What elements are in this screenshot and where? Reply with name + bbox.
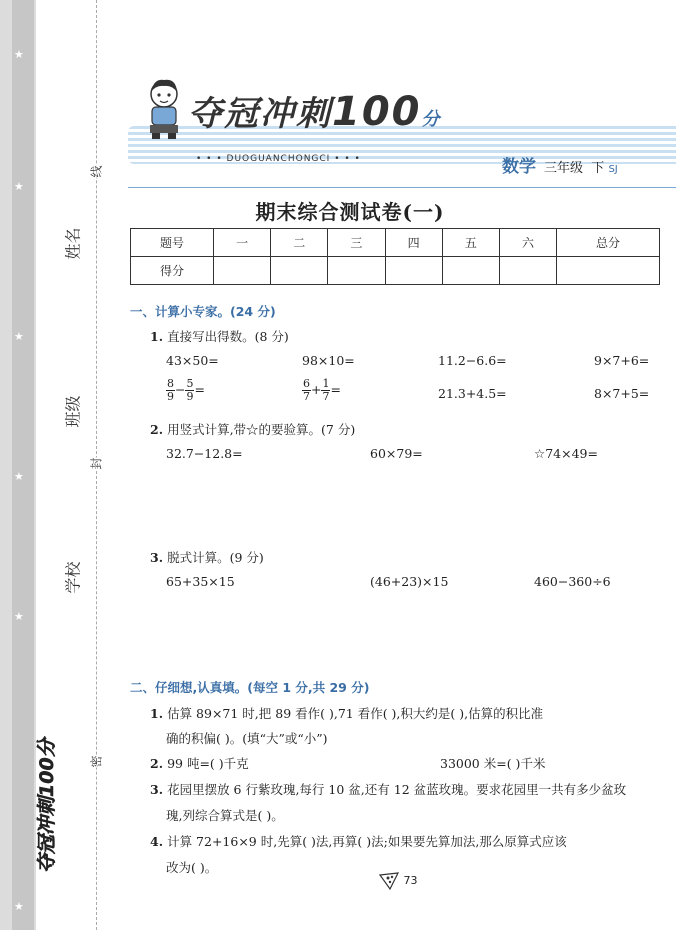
score-input-cell[interactable] <box>442 257 499 285</box>
question-2-1 <box>150 704 543 722</box>
score-table <box>130 228 660 285</box>
section-2-title: 二、仔细想,认真填。(每空 1 分,共 29 分) <box>130 680 370 695</box>
oral-item: 21.3+4.5= <box>438 386 507 401</box>
question-2-3-line2: 瑰,列综合算式是( )。 <box>166 808 284 823</box>
score-input-cell[interactable] <box>214 257 271 285</box>
question-2-2-part2: 33000 米=( )千米 <box>440 756 546 771</box>
denominator: 9 <box>167 390 174 403</box>
table-cell: 得分 <box>131 257 214 285</box>
question-number: 3. <box>150 550 164 565</box>
exam-title: 期末综合测试卷(一) <box>255 200 445 224</box>
question-text: 用竖式计算,带☆的要验算。(7 分) <box>167 422 356 437</box>
score-input-cell[interactable] <box>385 257 442 285</box>
table-cell: 三 <box>328 229 385 257</box>
oral-item: 98×10= <box>302 353 355 368</box>
grade-label: 三年级 <box>544 161 584 176</box>
grade-info <box>502 152 618 177</box>
term-label: 下 <box>591 161 605 176</box>
denominator: 9 <box>186 390 194 403</box>
denominator: 7 <box>322 390 330 403</box>
stepwise-calc-item: 65+35×15 <box>166 574 235 589</box>
fraction-item <box>166 378 205 403</box>
question-1-2 <box>150 420 355 438</box>
oral-item: 11.2−6.6= <box>438 353 507 368</box>
page-number: 73 <box>403 874 418 887</box>
school-label: 学校 <box>63 561 83 594</box>
question-number: 4. <box>150 834 164 849</box>
fraction <box>302 378 311 403</box>
question-text: 直接写出得数。(8 分) <box>167 329 289 344</box>
table-row <box>131 257 660 285</box>
table-cell: 总分 <box>557 229 660 257</box>
question-2-2 <box>150 754 249 772</box>
question-text: 99 吨=( )千克 <box>167 756 249 771</box>
name-label: 姓名 <box>63 227 83 260</box>
pizza-icon <box>378 872 400 890</box>
page-footer <box>378 872 418 890</box>
table-cell: 一 <box>214 229 271 257</box>
side-logo <box>26 738 76 875</box>
question-1-1 <box>150 327 289 345</box>
section-1-title: 一、计算小专家。(24 分) <box>130 304 276 319</box>
numerator: 8 <box>167 377 174 390</box>
series-title-text: 夺冠冲刺 <box>188 94 332 134</box>
equals: = <box>330 382 341 397</box>
table-cell: 四 <box>385 229 442 257</box>
score-input-cell[interactable] <box>499 257 556 285</box>
vertical-calc-item: 60×79= <box>370 446 423 461</box>
question-number: 2. <box>150 422 164 437</box>
fraction <box>166 378 175 403</box>
table-cell: 二 <box>271 229 328 257</box>
score-input-cell[interactable] <box>557 257 660 285</box>
question-2-1-line2: 确的积偏( )。(填“大”或“小”) <box>166 731 328 746</box>
subject-label: 数学 <box>502 157 536 177</box>
question-text: 脱式计算。(9 分) <box>167 550 264 565</box>
question-number: 1. <box>150 706 164 721</box>
star-icon: ★ <box>14 470 24 483</box>
numerator: 6 <box>303 377 310 390</box>
stepwise-calc-item: (46+23)×15 <box>370 574 449 589</box>
score-input-cell[interactable] <box>328 257 385 285</box>
question-1-3 <box>150 548 264 566</box>
vertical-calc-item: 32.7−12.8= <box>166 446 243 461</box>
seal-char-xian: 线 <box>87 165 106 177</box>
table-cell: 六 <box>499 229 556 257</box>
header-banner <box>128 72 676 187</box>
equals: = <box>194 382 205 397</box>
table-row <box>131 229 660 257</box>
star-icon: ★ <box>14 900 24 913</box>
edition-label: SJ <box>608 164 618 175</box>
star-icon: ★ <box>14 48 24 61</box>
numerator: 1 <box>322 377 330 390</box>
oral-item: 9×7+6= <box>594 353 650 368</box>
question-text: 估算 89×71 时,把 89 看作( ),71 看作( ),积大约是( ),估算的积比准 <box>167 706 544 721</box>
question-2-3 <box>150 780 626 798</box>
pinyin-subtitle: • • • DUOGUANCHONGCI • • • <box>196 154 361 164</box>
stepwise-calc-item: 460−360÷6 <box>534 574 611 589</box>
question-2-4 <box>150 832 567 850</box>
series-title-unit: 分 <box>421 109 442 130</box>
series-title-num: 100 <box>332 89 422 135</box>
oral-item: 8×7+5= <box>594 386 650 401</box>
question-2-4-line2: 改为( )。 <box>166 860 218 875</box>
star-icon: ★ <box>14 180 24 193</box>
fraction-item <box>302 378 341 403</box>
header-divider <box>128 187 676 188</box>
star-icon: ★ <box>14 330 24 343</box>
score-input-cell[interactable] <box>271 257 328 285</box>
seal-char-feng: 封 <box>87 457 106 469</box>
table-cell: 五 <box>442 229 499 257</box>
series-title <box>188 86 442 135</box>
seal-char-mi: 密 <box>87 755 106 767</box>
star-icon: ★ <box>14 610 24 623</box>
question-number: 2. <box>150 756 164 771</box>
vertical-calc-item: ☆74×49= <box>534 446 598 461</box>
question-number: 3. <box>150 782 164 797</box>
side-logo-text: 夺冠冲刺100分 <box>36 738 58 873</box>
table-cell: 题号 <box>131 229 214 257</box>
operator: + <box>311 382 322 397</box>
numerator: 5 <box>186 377 194 390</box>
question-number: 1. <box>150 329 164 344</box>
binding-margin <box>0 0 108 930</box>
class-label: 班级 <box>63 395 83 428</box>
question-text: 计算 72+16×9 时,先算( )法,再算( )法;如果要先算加法,那么原算式应该 <box>167 834 567 849</box>
oral-item: 43×50= <box>166 353 219 368</box>
denominator: 7 <box>303 390 310 403</box>
operator: − <box>175 382 186 397</box>
boy-mascot-icon <box>142 76 186 142</box>
question-text: 花园里摆放 6 行紫玫瑰,每行 10 盆,还有 12 盆蓝玫瑰。要求花园里一共有多少盆玫 <box>167 782 627 797</box>
